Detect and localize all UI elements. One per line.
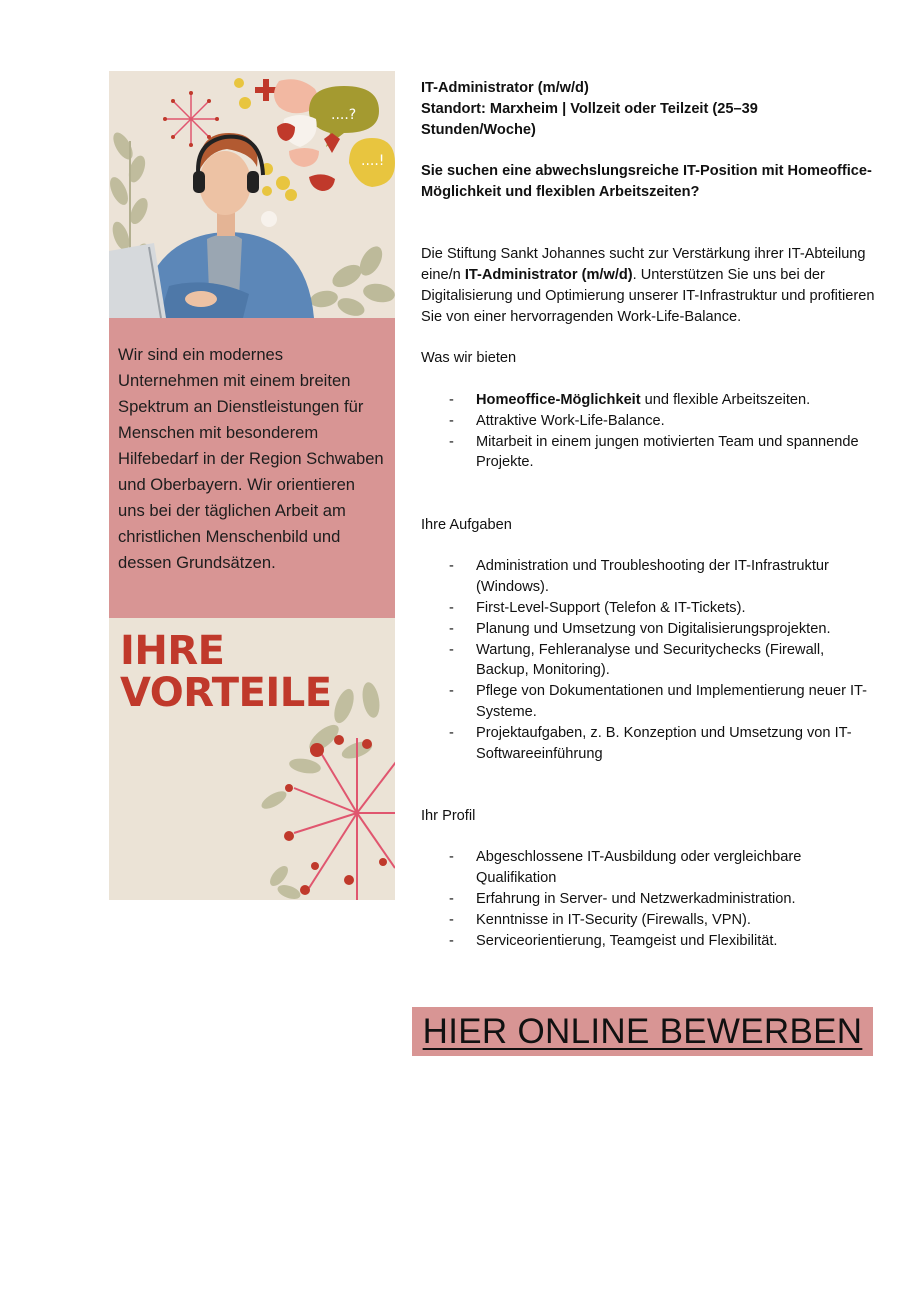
tasks-list [421,556,876,764]
list-item [421,390,876,411]
offer-list [421,390,876,473]
dash-marker: - [449,391,454,408]
intro-text-bold: IT-Administrator (m/w/d) [464,267,633,284]
list-item [421,681,876,723]
dash-marker: - [449,724,454,741]
svg-text:....!: ....! [361,153,385,169]
offer-item-text: Attraktive Work-Life-Balance. [476,412,665,429]
profile-item-text: Erfahrung in Server- und Netzwerkadministration. [476,891,796,908]
task-item-text: Wartung, Fehleranalyse und Securitychecks (Firewall, Backup, Monitoring). [476,641,825,679]
task-item-text: Administration und Troubleshooting der IT-Infrastruktur (Windows). [476,558,829,596]
task-item-text: First-Level-Support (Telefon & IT-Tickets). [476,599,746,616]
dash-marker: - [449,433,454,450]
list-item [421,598,876,619]
profile-list [421,847,876,951]
profile-item-text: Serviceorientierung, Teamgeist und Flexibilität. [476,932,778,949]
list-item [421,556,876,598]
dash-marker: - [449,620,454,637]
task-item-text: Planung und Umsetzung von Digitalisierungsprojekten. [476,620,831,637]
dash-marker: - [449,412,454,429]
dash-marker: - [449,558,454,575]
list-item [421,723,876,765]
intro-text-start: Die Stiftung Sankt Johannes sucht zur Verstärkung ihrer IT-Abteilung eine/n [421,246,866,284]
job-intro-paragraph [421,244,876,327]
profile-item-text: Kenntnisse in IT-Security (Firewalls, VPN). [476,911,751,928]
dash-marker: - [449,599,454,616]
tasks-heading: Ihre Aufgaben [421,516,512,533]
job-location: Standort: Marxheim | Vollzeit oder Teilzeit (25–39 Stunden/Woche) [421,100,758,138]
profile-heading: Ihr Profil [421,807,476,824]
offer-heading: Was wir bieten [421,350,517,367]
dash-marker: - [449,911,454,928]
company-intro-text: Wir sind ein modernes Unternehmen mit einem breiten Spektrum an Dienstleistungen für Menschen mit besonderem Hilfebedarf in der Region Schwaben und Oberbayern. Wir orientieren uns bei der täglichen Arbeit am christlichen Menschenbild und dessen Grundsätzen. [118,345,384,572]
intro-text-end: . Unterstützen Sie uns bei der Digitalisierung und Optimierung unserer IT-Infrastruktur und profitieren Sie von einer hervorragenden Work-Life-Balance. [421,267,875,325]
company-intro-box [109,318,395,618]
hero-illustration [109,71,395,318]
job-title: IT-Administrator (m/w/d) [421,80,589,96]
sidebar-flyer [109,71,395,900]
apply-online-link[interactable]: HIER ONLINE BEWERBEN [422,1011,863,1051]
benefits-banner [109,618,395,900]
job-question: Sie suchen eine abwechslungsreiche IT-Position mit Homeoffice-Möglichkeit und flexiblen Arbeitszeiten? [421,163,872,200]
offer-item-text: Mitarbeit in einem jungen motivierten Team und spannende Projekte. [476,433,859,471]
dash-marker: - [449,932,454,949]
list-item [421,931,876,952]
list-item [421,640,876,682]
apply-banner [412,1007,873,1056]
list-item [421,432,876,474]
task-item-text: Projektaufgaben, z. B. Konzeption und Umsetzung von IT-Softwareeinführung [476,724,852,762]
list-item [421,411,876,432]
hero-photo [109,71,395,318]
benefits-heading-line2: VORTEILE [120,670,332,716]
list-item [421,889,876,910]
list-item [421,619,876,640]
svg-text:....?: ....? [331,107,357,123]
list-item [421,847,876,889]
profile-item-text: Abgeschlossene IT-Ausbildung oder vergleichbare Qualifikation [476,849,802,887]
dash-marker: - [449,641,454,658]
offer-item-rest: und flexible Arbeitszeiten. [640,391,811,408]
offer-item-bold: Homeoffice-Möglichkeit [476,391,641,408]
list-item [421,910,876,931]
dash-marker: - [449,891,454,908]
task-item-text: Pflege von Dokumentationen und Implementierung neuer IT-Systeme. [476,683,868,720]
dash-marker: - [449,683,454,700]
dash-marker: - [449,849,454,866]
benefits-heading-line1: IHRE [120,628,225,674]
job-description [421,78,876,951]
benefits-heading [120,630,332,714]
